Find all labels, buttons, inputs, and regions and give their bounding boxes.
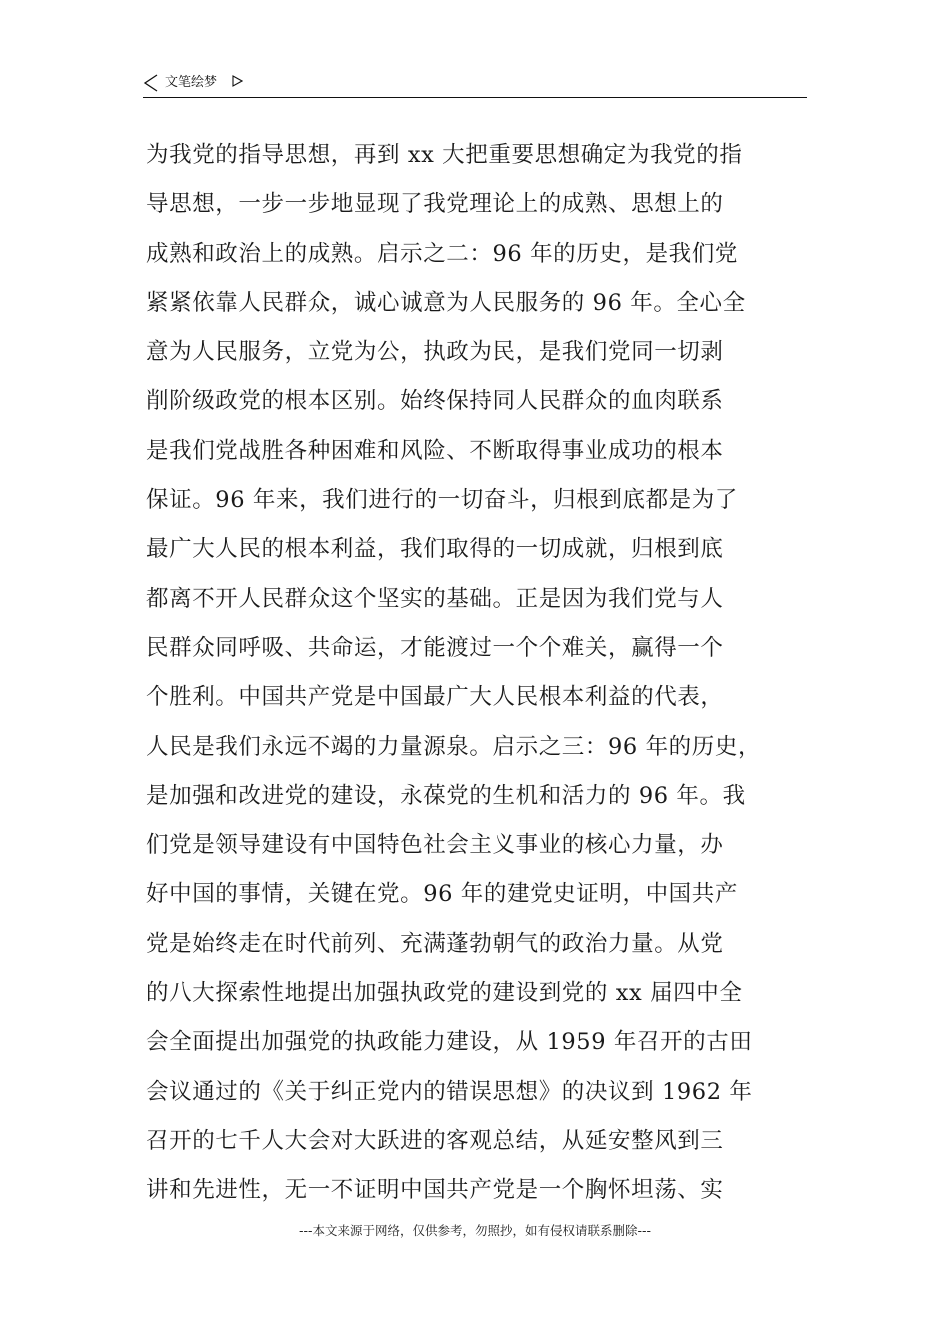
- text-line: 保证。96 年来，我们进行的一切奋斗，归根到底都是为了: [146, 487, 738, 514]
- document-body: [146, 131, 818, 1216]
- text-line: 好中国的事情，关键在党。96 年的建党史证明，中国共产: [146, 881, 738, 908]
- text-line: 召开的七千人大会对大跃进的客观总结，从延安整风到三: [146, 1127, 724, 1154]
- text-line: 会议通过的《关于纠正党内的错误思想》的决议到 1962 年: [146, 1078, 753, 1105]
- page-header: [143, 72, 807, 98]
- text-line: 是加强和改进党的建设，永葆党的生机和活力的 96 年。我: [146, 782, 746, 809]
- text-line: 的八大探索性地提出加强执政党的建设到党的 xx 届四中全: [146, 980, 743, 1007]
- triangle-right-icon: [232, 75, 243, 87]
- text-line: 削阶级政党的根本区别。始终保持同人民群众的血肉联系: [146, 388, 724, 415]
- text-line: 意为人民服务，立党为公，执政为民，是我们党同一切剥: [146, 339, 724, 366]
- text-line: 民群众同呼吸、共命运，才能渡过一个个难关，赢得一个: [146, 634, 724, 661]
- text-line: 紧紧依靠人民群众，诚心诚意为人民服务的 96 年。全心全: [146, 289, 746, 316]
- header-divider: [143, 97, 807, 98]
- text-line: 最广大人民的根本利益，我们取得的一切成就，归根到底: [146, 536, 724, 563]
- text-line: 都离不开人民群众这个坚实的基础。正是因为我们党与人: [146, 585, 724, 612]
- text-line: 会全面提出加强党的执政能力建设，从 1959 年召开的古田: [146, 1029, 753, 1056]
- text-line: 人民是我们永远不竭的力量源泉。启示之三：96 年的历史，: [146, 733, 762, 760]
- text-line: 党是始终走在时代前列、充满蓬勃朝气的政治力量。从党: [146, 930, 724, 957]
- text-line: 成熟和政治上的成熟。启示之二：96 年的历史，是我们党: [146, 240, 738, 267]
- text-line: 为我党的指导思想，再到 xx 大把重要思想确定为我党的指: [146, 142, 743, 168]
- text-line: 们党是领导建设有中国特色社会主义事业的核心力量，办: [146, 832, 724, 859]
- text-line: 讲和先进性，无一不证明中国共产党是一个胸怀坦荡、实: [146, 1177, 724, 1204]
- text-line: 个胜利。中国共产党是中国最广大人民根本利益的代表，: [146, 684, 724, 711]
- text-line: 是我们党战胜各种困难和风险、不断取得事业成功的根本: [146, 437, 724, 464]
- text-line: 导思想，一步一步地显现了我党理论上的成熟、思想上的: [146, 191, 724, 218]
- header-title: 文笔绘梦: [165, 75, 218, 90]
- footer-disclaimer: ---本文来源于网络，仅供参考，勿照抄，如有侵权请联系删除---: [298, 1223, 652, 1238]
- triangle-left-icon: [143, 74, 159, 92]
